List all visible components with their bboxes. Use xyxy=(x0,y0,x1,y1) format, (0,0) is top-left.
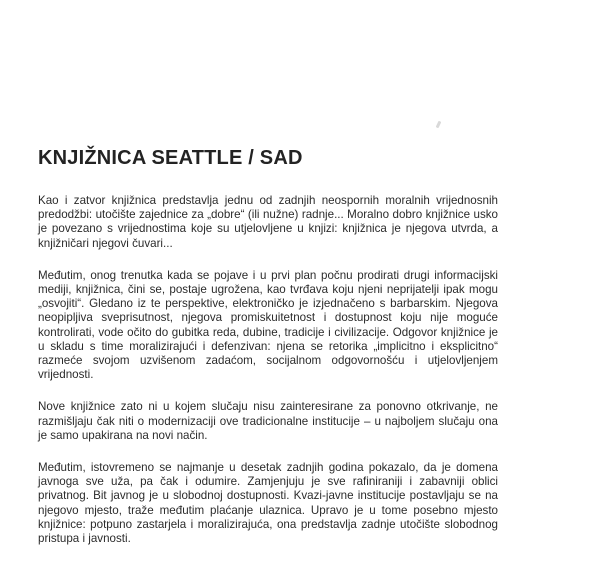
scan-speck xyxy=(436,121,442,129)
paragraph-3: Nove knjižnice zato ni u kojem slučaju nisu zainteresirane za ponovno otkrivanje, ne razmišljaju čak niti o modernizaciji ove tradicionalne institucije – u najboljem slučaju ona je samo upakirana na novi način. xyxy=(38,400,498,442)
page-title: KNJIŽNICA SEATTLE / SAD xyxy=(38,147,303,169)
paragraph-1: Kao i zatvor knjižnica predstavlja jednu od zadnjih neospornih moralnih vrijednosnih predodžbi: utočište zajednice za „dobre“ (ili nužne) radnje... Moralno dobro knjižnice usko je povezano s vrijednostima koje su utjelovljene u knjizi: knjižnica je njegova utvrda, a knjižničari njegovi čuvari... xyxy=(38,194,498,250)
paragraph-2: Međutim, onog trenutka kada se pojave i u prvi plan počnu prodirati drugi informacijski mediji, knjižnica, čini se, postaje ugrožena, kao tvrđava koju njeni neprijatelji ipak mogu „osvojiti“. Gledano iz te perspektive, elektroničko je izjednačeno s barbarskim. Njegova neopipljiva sveprisutnost, njegova promiskuitetnost i dostupnost koju nije moguće kontrolirati, vode očito do gubitka reda, dubine, tradicije i civilizacije. Odgovor knjižnice je u skladu s time moralizirajući i defenzivan: njena se retorika „implicitno i eksplicitno“ razmeće svojom uzvišenom zadaćom, socijalnom odgovornošću i utjelovljenjem vrijednosti. xyxy=(38,268,498,382)
body-text xyxy=(38,194,498,564)
paragraph-4: Međutim, istovremeno se najmanje u desetak zadnjih godina pokazalo, da je domena javnoga sve uža, pa čak i odumire. Zamjenjuju je sve rafiniraniji i zabavniji oblici privatnog. Bit javnog je u slobodnoj dostupnosti. Kvazi-javne institucije postavljaju se na njegovo mjesto, traže međutim plaćanje ulaznica. Upravo je u tome posebno mjesto knjižnice: potpuno zastarjela i moralizirajuća, ona predstavlja zadnje utočište slobodnog pristupa i javnosti. xyxy=(38,461,498,546)
